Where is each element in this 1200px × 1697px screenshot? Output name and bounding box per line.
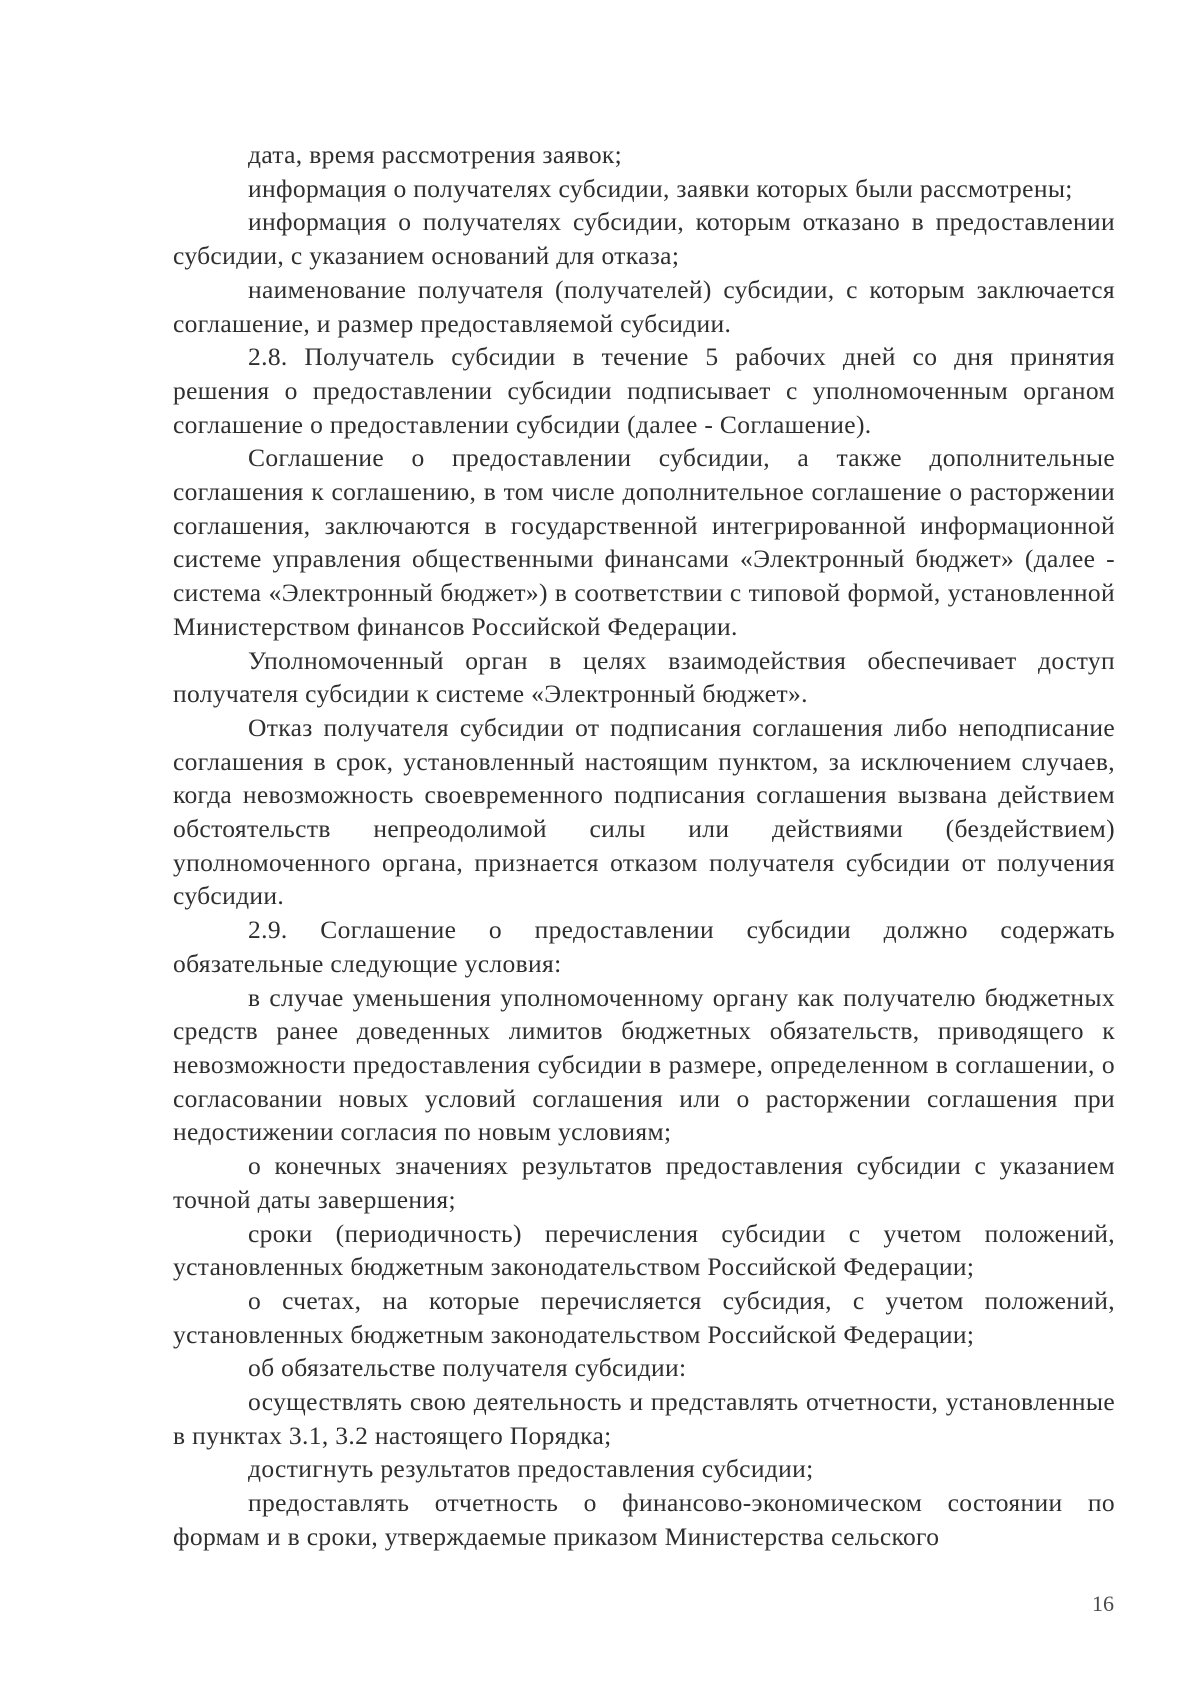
paragraph-refused-recipients: информация о получателях субсидии, которым отказано в предоставлении субсидии, с указанием оснований для отказа; xyxy=(173,207,1115,271)
paragraph-access-system: Уполномоченный орган в целях взаимодействия обеспечивает доступ получателя субсидии к системе «Электронный бюджет». xyxy=(173,645,1115,709)
paragraph-section-2-8: 2.8. Получатель субсидии в течение 5 рабочих дней со дня принятия решения о предоставлении субсидии подписывает с уполномоченным органом соглашение о предоставлении субсидии (далее - Соглашение). xyxy=(173,342,1115,439)
paragraph-refusal: Отказ получателя субсидии от подписания соглашения либо неподписание соглашения в срок, установленный настоящим пунктом, за исключением случаев, когда невозможность своевременного подписания соглашения вызвана действием обстоятельств непреодолимой силы или действиями (бездействием) уполномоченного органа, признается отказом получателя субсидии от получения субсидии. xyxy=(173,712,1115,911)
paragraph-financial-reporting: предоставлять отчетность о финансово-экономическом состоянии по формам и в сроки, утверждаемые приказом Министерства сельского xyxy=(173,1488,1115,1551)
paragraph-agreement-system: Соглашение о предоставлении субсидии, а также дополнительные соглашения к соглашению, в том числе дополнительное соглашение о расторжении соглашения, заключаются в государственной интегрированной информационной системе управления общественными финансами «Электронный бюджет» (далее - система «Электронный бюджет») в соответствии с типовой формой, установленной Министерством финансов Российской Федерации. xyxy=(173,443,1115,641)
paragraph-section-2-9: 2.9. Соглашение о предоставлении субсидии должно содержать обязательные следующие условия: xyxy=(173,915,1115,978)
page-number: 16 xyxy=(1092,1591,1114,1616)
paragraph-reporting: осуществлять свою деятельность и представлять отчетности, установленные в пунктах 3.1, 3.2 настоящего Порядка; xyxy=(173,1387,1115,1450)
paragraph-accounts: о счетах, на которые перечисляется субсидия, с учетом положений, установленных бюджетным законодательством Российской Федерации; xyxy=(173,1285,1115,1349)
paragraph-reviewed-recipients: информация о получателях субсидии, заявки которых были рассмотрены; xyxy=(248,173,1073,203)
paragraph-recipient-name: наименование получателя (получателей) субсидии, с которым заключается соглашение, и размер предоставляемой субсидии. xyxy=(173,274,1115,338)
paragraph-achieve-results: достигнуть результатов предоставления субсидии; xyxy=(248,1454,814,1484)
paragraph-review-date: дата, время рассмотрения заявок; xyxy=(248,140,623,169)
document-body xyxy=(173,138,1115,1554)
paragraph-limits-reduction: в случае уменьшения уполномоченному органу как получателю бюджетных средств ранее доведенных лимитов бюджетных обязательств, приводящего к невозможности предоставления субсидии в размере, определенном в соглашении, о согласовании новых условий соглашения или о расторжении соглашения при недостижении согласия по новым условиям; xyxy=(173,982,1115,1147)
paragraph-transfer-terms: сроки (периодичность) перечисления субсидии с учетом положений, установленных бюджетным законодательством Российской Федерации; xyxy=(173,1218,1115,1282)
paragraph-final-results: о конечных значениях результатов предоставления субсидии с указанием точной даты завершения; xyxy=(173,1151,1115,1214)
paragraph-recipient-obligation: об обязательстве получателя субсидии: xyxy=(248,1353,687,1383)
